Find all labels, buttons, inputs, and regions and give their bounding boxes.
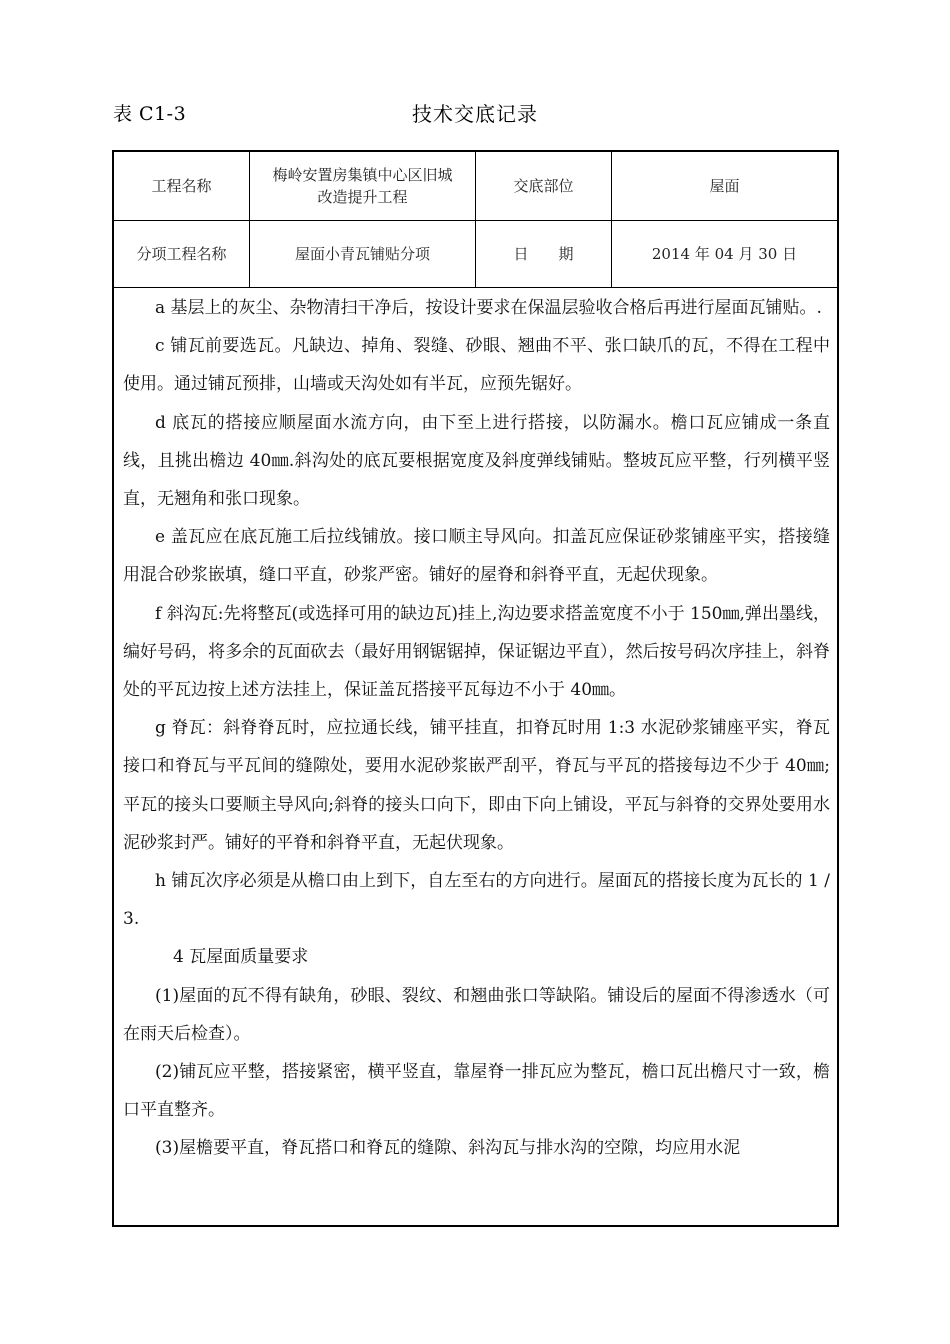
project-name-line-2: 改造提升工程 [317, 188, 408, 206]
document-title: 技术交底记录 [412, 102, 538, 126]
project-name-line-1: 梅岭安置房集镇中心区旧城 [272, 166, 453, 184]
subproject-label: 分项工程名称 [136, 245, 227, 263]
date-label: 日 期 [513, 245, 574, 263]
paragraph-tile-selection: c 铺瓦前要选瓦。凡缺边、掉角、裂缝、砂眼、翘曲不平、张口缺爪的瓦，不得在工程中使用。通过铺瓦预排，山墙或天沟处如有半瓦，应预先锯好。 [123, 336, 830, 395]
quality-item-1: (1)屋面的瓦不得有缺角，砂眼、裂纹、和翘曲张口等缺陷。铺设后的屋面不得渗透水（可在雨天后检查）。 [123, 985, 830, 1044]
form-code: 表 C1-3 [113, 103, 187, 125]
date-value: 2014 年 04 月 30 日 [651, 245, 798, 263]
row-divider [114, 287, 837, 288]
disclosure-content [123, 289, 830, 1168]
location-label: 交底部位 [513, 177, 574, 195]
project-name-value [250, 152, 475, 220]
location-value: 屋面 [709, 177, 740, 195]
paragraph-bottom-tile-lap: d 底瓦的搭接应顺屋面水流方向，由下至上进行搭接，以防漏水。檐口瓦应铺成一条直线，且挑出檐边 40㎜.斜沟处的底瓦要根据宽度及斜度弹线铺贴。整坡瓦应平整，行列横平竖直，无翘角和张口现象。 [123, 412, 830, 510]
paragraph-ridge-tile: g 脊瓦：斜脊脊瓦时，应拉通长线，铺平挂直，扣脊瓦时用 1:3 水泥砂浆铺座平实，脊瓦接口和脊瓦与平瓦间的缝隙处，要用水泥砂浆嵌严刮平，脊瓦与平瓦的搭接每边不少于 40㎜;平瓦的接头口要顺主导风向;斜脊的接头口向下，即由下向上铺设，平瓦与斜脊的交界处要用水泥砂浆封严。铺好的平脊和斜脊平直，无起伏现象。 [123, 718, 830, 853]
section-heading-quality: 4 瓦屋面质量要求 [173, 947, 309, 968]
subproject-value: 屋面小青瓦铺贴分项 [294, 245, 430, 263]
quality-item-2: (2)铺瓦应平整，搭接紧密，横平竖直，靠屋脊一排瓦应为整瓦，檐口瓦出檐尺寸一致，檐口平直整齐。 [123, 1062, 830, 1121]
record-table [112, 150, 839, 1227]
paragraph-laying-order: h 铺瓦次序必须是从檐口由上到下，自左至右的方向进行。屋面瓦的搭接长度为瓦长的 1 / 3. [123, 871, 830, 930]
paragraph-base-cleaning: a 基层上的灰尘、杂物清扫干净后，按设计要求在保温层验收合格后再进行屋面瓦铺贴。. [155, 298, 822, 318]
paragraph-cover-tile: e 盖瓦应在底瓦施工后拉线铺放。接口顺主导风向。扣盖瓦应保证砂浆铺座平实，搭接缝用混合砂浆嵌填，缝口平直，砂浆严密。铺好的屋脊和斜脊平直，无起伏现象。 [123, 527, 830, 586]
project-name-label: 工程名称 [151, 177, 212, 195]
quality-item-3: (3)屋檐要平直，脊瓦搭口和脊瓦的缝隙、斜沟瓦与排水沟的空隙，均应用水泥 [155, 1138, 741, 1159]
paragraph-valley-tile: f 斜沟瓦:先将整瓦(或选择可用的缺边瓦)挂上,沟边要求搭盖宽度不小于 150㎜,弹出墨线，编好号码，将多余的瓦面砍去（最好用钢锯锯掉，保证锯边平直），然后按号码次序挂上，斜脊处的平瓦边按上述方法挂上，保证盖瓦搭接平瓦每边不小于 40㎜。 [123, 603, 830, 701]
